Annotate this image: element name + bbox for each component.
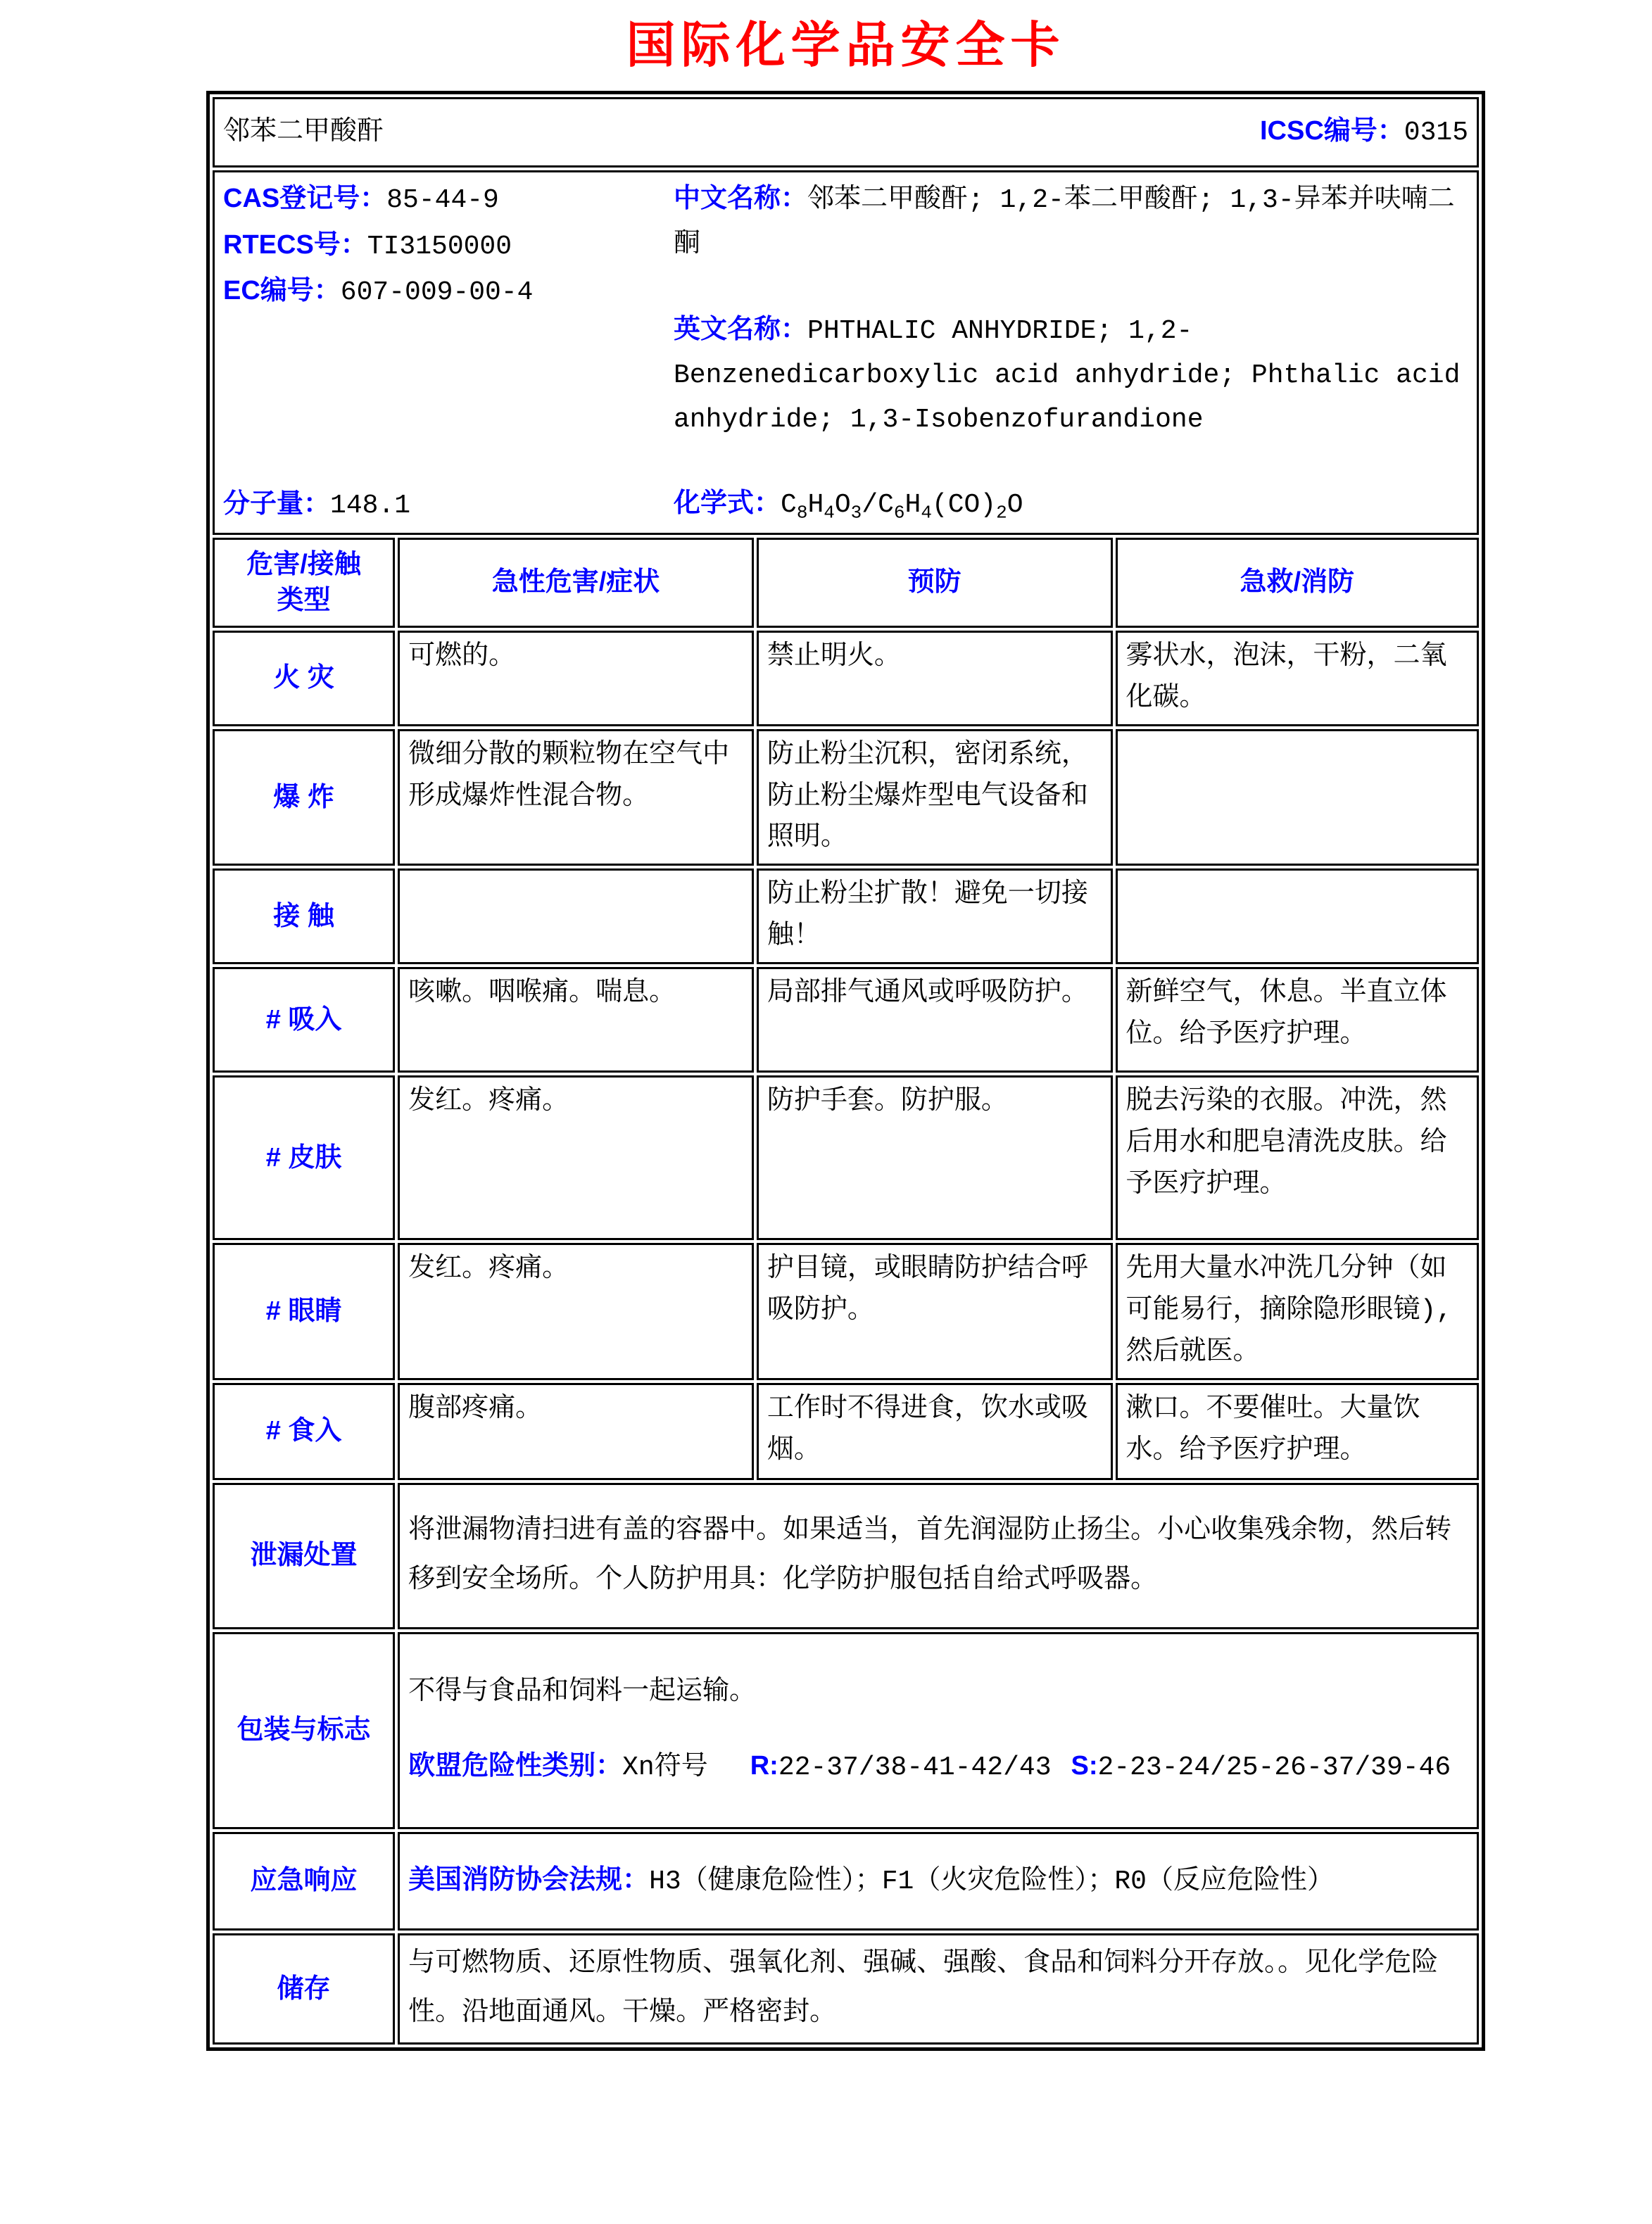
inhalation-prevention: 局部排气通风或呼吸防护。 (757, 967, 1113, 1073)
ec-label: EC编号： (223, 276, 341, 306)
row-label-explosion: 爆 炸 (213, 729, 395, 866)
name-cell (213, 97, 1479, 168)
eu-classification-line (408, 1741, 1468, 1793)
s-phrases-label: S: (1071, 1751, 1098, 1781)
skin-firstaid: 脱去污染的衣服。冲洗，然后用水和肥皂清洗皮肤。给予医疗护理。 (1116, 1075, 1479, 1240)
spill-text: 将泄漏物清扫进有盖的容器中。如果适当，首先润湿防止扬尘。小心收集残余物，然后转移到安全场所。个人防护用具：化学防护服包括自给式呼吸器。 (398, 1483, 1479, 1629)
ingestion-symptoms: 腹部疼痛。 (398, 1383, 754, 1480)
rtecs-label: RTECS号： (223, 229, 367, 260)
name-row (213, 97, 1479, 168)
r-phrases-value: 22-37/38-41-42/43 (778, 1752, 1052, 1783)
fire-symptoms: 可燃的。 (398, 631, 754, 726)
contact-firstaid (1116, 868, 1479, 964)
formula-line (674, 481, 1468, 528)
header-prevention: 预防 (757, 538, 1113, 628)
row-label-ingestion: # 食入 (213, 1383, 395, 1480)
fire-prevention: 禁止明火。 (757, 631, 1113, 726)
molweight-label: 分子量： (223, 489, 331, 519)
storage-row (213, 1933, 1479, 2045)
packaging-transport-line: 不得与食品和饲料一起运输。 (408, 1677, 757, 1708)
icsc-card-table (206, 91, 1485, 2051)
ec-value: 607-009-00-4 (340, 277, 534, 308)
rtecs-line (223, 223, 674, 270)
row-label-fire: 火 灾 (213, 631, 395, 726)
icsc-number-value: 0315 (1404, 118, 1468, 149)
rtecs-value: TI3150000 (367, 231, 512, 262)
r-phrases-label: R: (750, 1751, 778, 1781)
contact-symptoms (398, 868, 754, 964)
chinese-name-line (674, 177, 1468, 267)
icsc-number-label: ICSC编号： (1259, 116, 1404, 146)
packaging-text (398, 1632, 1479, 1829)
row-label-eyes: # 眼睛 (213, 1243, 395, 1380)
header-firstaid: 急救/消防 (1116, 538, 1479, 628)
eyes-firstaid: 先用大量水冲洗几分钟（如可能易行，摘除隐形眼镜),然后就医。 (1116, 1243, 1479, 1380)
icsc-number-group (1260, 110, 1468, 154)
contact-prevention: 防止粉尘扩散！避免一切接触！ (757, 868, 1113, 964)
nfpa-value: H3（健康危险性）；F1（火灾危险性）；R0（反应危险性） (649, 1866, 1334, 1897)
chemical-names (674, 177, 1468, 529)
formula-value: $C_8H_4O_3/C_6H_4(CO)_2O$ (781, 490, 1023, 524)
english-name-line (674, 308, 1468, 442)
header-symptoms: 急性危害/症状 (398, 538, 754, 628)
storage-text: 与可燃物质、还原性物质、强氧化剂、强碱、强酸、食品和饲料分开存放。。见化学危险性。沿地面通风。干燥。严格密封。 (398, 1933, 1479, 2045)
hazard-row-skin (213, 1075, 1479, 1240)
hazard-row-contact (213, 868, 1479, 964)
hazard-row-ingestion (213, 1383, 1479, 1480)
row-label-skin: # 皮肤 (213, 1075, 395, 1240)
formula-label: 化学式： (674, 488, 781, 519)
hazard-header-row (213, 538, 1479, 628)
skin-symptoms: 发红。疼痛。 (398, 1075, 754, 1240)
hazard-row-fire (213, 631, 1479, 726)
inhalation-symptoms: 咳嗽。咽喉痛。喘息。 (398, 967, 754, 1073)
fire-firstaid: 雾状水，泡沫，干粉，二氧化碳。 (1116, 631, 1479, 726)
chinese-name-label: 中文名称： (674, 184, 808, 213)
eu-class-label: 欧盟危险性类别： (408, 1751, 623, 1781)
hazard-row-eyes (213, 1243, 1479, 1380)
explosion-symptoms: 微细分散的颗粒物在空气中形成爆炸性混合物。 (398, 729, 754, 866)
ingestion-firstaid: 漱口。不要催吐。大量饮水。给予医疗护理。 (1116, 1383, 1479, 1480)
spill-row (213, 1483, 1479, 1629)
row-label-inhalation: # 吸入 (213, 967, 395, 1073)
identifiers-cell (213, 170, 1479, 535)
s-phrases-value: 2-23-24/25-26-37/39-46 (1097, 1752, 1451, 1783)
registry-numbers (223, 177, 674, 529)
nfpa-label: 美国消防协会法规： (408, 1865, 650, 1895)
cas-value: 85-44-9 (386, 185, 499, 215)
hazard-row-inhalation (213, 967, 1479, 1073)
molweight-line (223, 482, 674, 529)
eyes-prevention: 护目镜，或眼睛防护结合呼吸防护。 (757, 1243, 1113, 1380)
ec-line (223, 269, 674, 315)
cas-line (223, 177, 674, 223)
packaging-label: 包装与标志 (213, 1632, 395, 1829)
emergency-label: 应急响应 (213, 1832, 395, 1931)
explosion-firstaid (1116, 729, 1479, 866)
chemical-name: 邻苯二甲酸酐 (223, 118, 384, 149)
inhalation-firstaid: 新鲜空气，休息。半直立体位。给予医疗护理。 (1116, 967, 1479, 1073)
emergency-row (213, 1832, 1479, 1931)
header-hazard-type: 危害/接触 类型 (213, 538, 395, 628)
english-name-value: PHTHALIC ANHYDRIDE; 1,2-Benzenedicarboxylic acid anhydride; Phthalic acid anhydride; 1,3-Isobenzofurandione (674, 316, 1461, 435)
cas-label: CAS登记号： (223, 184, 387, 213)
ingestion-prevention: 工作时不得进食，饮水或吸烟。 (757, 1383, 1113, 1480)
emergency-text (398, 1832, 1479, 1931)
chinese-name-value: 邻苯二甲酸酐; 1,2-苯二甲酸酐; 1,3-异苯并呋喃二酮 (674, 185, 1455, 260)
molweight-value: 148.1 (330, 491, 411, 522)
english-name-label: 英文名称： (674, 315, 808, 345)
row-label-contact: 接 触 (213, 868, 395, 964)
icsc-document (0, 6, 1652, 2224)
explosion-prevention: 防止粉尘沉积，密闭系统，防止粉尘爆炸型电气设备和照明。 (757, 729, 1113, 866)
eyes-symptoms: 发红。疼痛。 (398, 1243, 754, 1380)
eu-symbol: Xn符号 (622, 1752, 708, 1783)
spill-label: 泄漏处置 (213, 1483, 395, 1629)
hazard-row-explosion (213, 729, 1479, 866)
skin-prevention: 防护手套。防护服。 (757, 1075, 1113, 1240)
page-title: 国际化学品安全卡 (626, 18, 1066, 72)
storage-label: 储存 (213, 1933, 395, 2045)
identifiers-row (213, 170, 1479, 535)
packaging-row (213, 1632, 1479, 1829)
